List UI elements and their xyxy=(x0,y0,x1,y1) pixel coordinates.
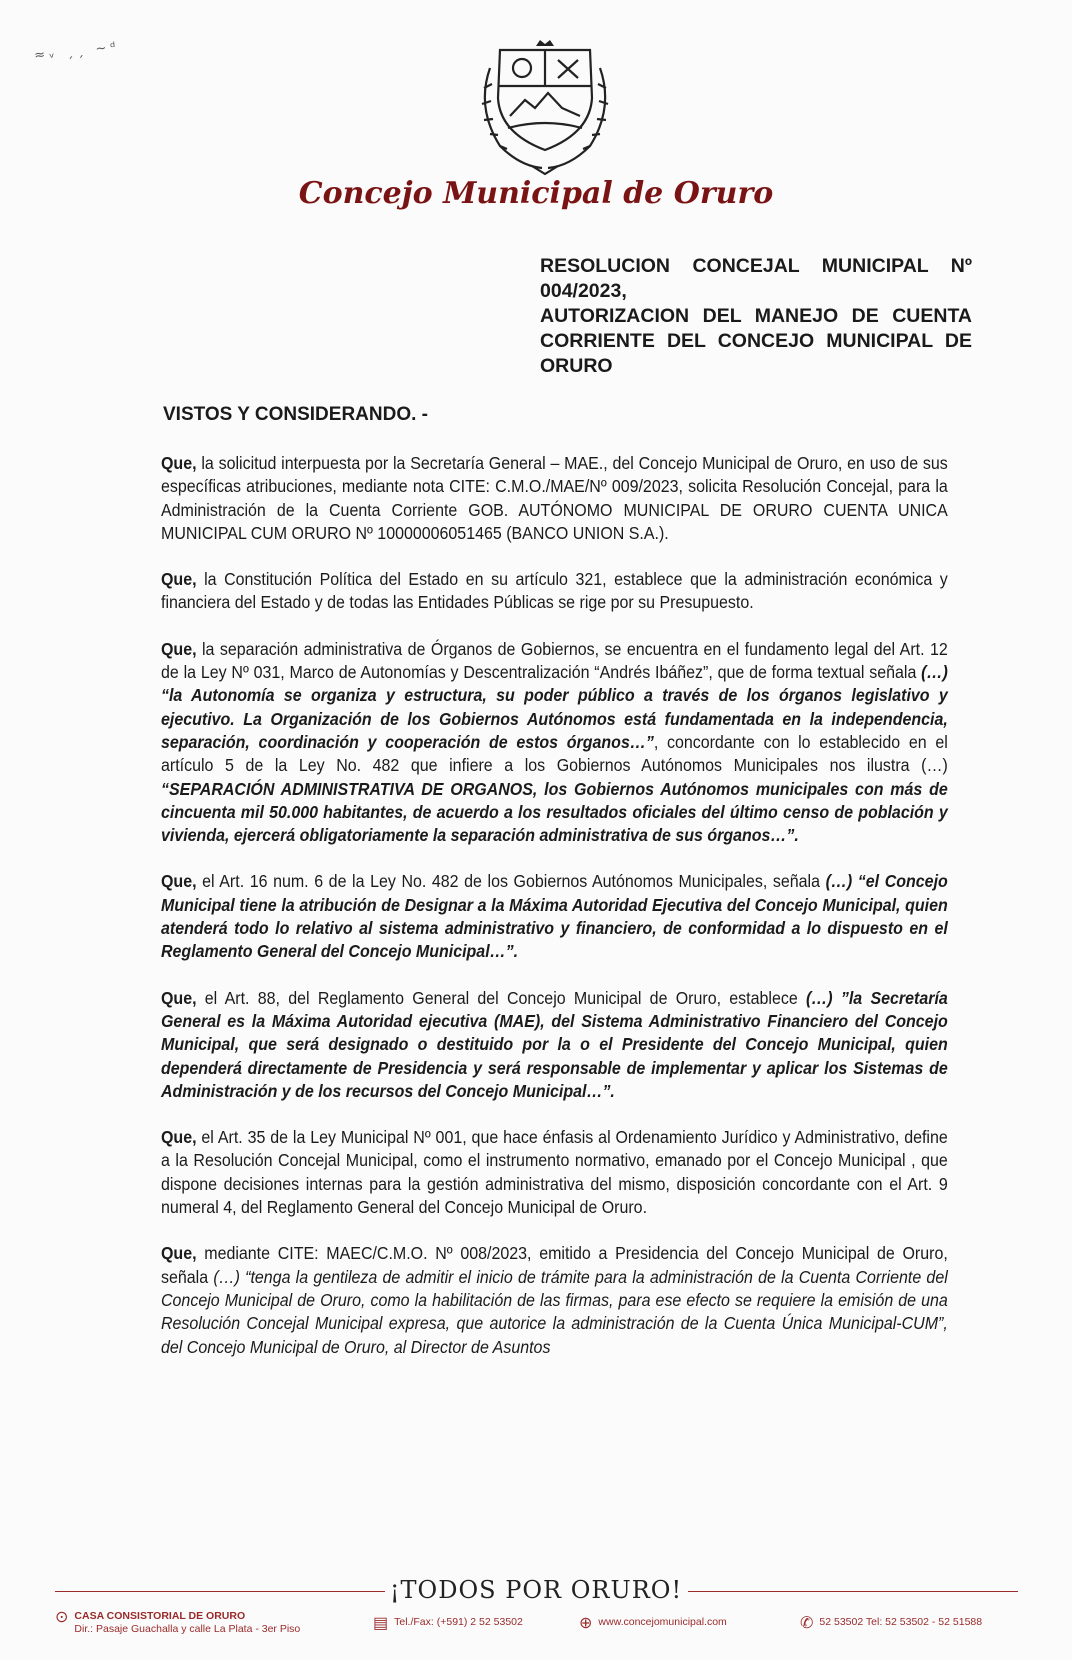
address-detail: Dir.: Pasaje Guachalla y calle La Plata - 3er Piso xyxy=(74,1623,301,1635)
footer-phones xyxy=(800,1616,982,1632)
paragraph-2 xyxy=(161,568,948,615)
paragraph-5 xyxy=(161,987,948,1103)
resolution-title-line: CORRIENTE DEL CONCEJO MUNICIPAL DE xyxy=(540,330,972,352)
website-link[interactable]: www.concejomunicipal.com xyxy=(598,1616,727,1628)
que-label: Que, xyxy=(161,569,197,590)
legal-quote: (…) ”la Secretaría General es la Máxima Autoridad ejecutiva (MAE), del Sistema Administrativo Financiero del Concejo Municipal, que será designado o destituido por la o el Presidente del Concejo Municipal, quien dependerá directamente de Presidencia y será responsable de implementar y aplicar los Sistemas de Administración y de los recursos del Concejo Municipal…”. xyxy=(161,987,948,1101)
paragraph-1 xyxy=(161,452,948,545)
document-body xyxy=(161,452,948,1382)
resolution-title-line: RESOLUCION CONCEJAL MUNICIPAL Nº 004/2023, xyxy=(540,255,972,302)
legal-quote: (…) “la Autonomía se organiza y estructura, su poder público a través de los órganos legislativo y ejecutivo. La Organización de los Gobiernos Autónomos está fundamentada en la independencia, separación, coordinación y cooperación de estos órganos…” xyxy=(161,662,948,752)
phone-icon: ✆ xyxy=(800,1615,814,1632)
paragraph-6 xyxy=(161,1126,948,1219)
resolution-title-line: AUTORIZACION DEL MANEJO DE CUENTA xyxy=(540,305,972,327)
paragraph-7 xyxy=(161,1242,948,1358)
resolution-title-line: ORURO xyxy=(540,355,613,377)
telfax-text: Tel./Fax: (+591) 2 52 53502 xyxy=(394,1616,523,1628)
fax-icon: ▤ xyxy=(373,1615,389,1632)
legal-quote: (…) “el Concejo Municipal tiene la atribución de Designar a la Máxima Autoridad Ejecutiva del Concejo Municipal, quien atenderá todo lo relativo al sistema administrativo y financiero, de conformidad a lo dispuesto en el Reglamento General del Concejo Municipal…”. xyxy=(161,871,948,962)
address-title: CASA CONSISTORIAL DE ORURO xyxy=(74,1610,246,1622)
que-label: Que, xyxy=(161,453,197,473)
footer-motto: ¡TODOS POR ORURO! xyxy=(389,1576,683,1604)
paragraph-text: el Art. 88, del Reglamento General del Concejo Municipal de Oruro, establece xyxy=(196,987,806,1008)
paragraph-text: la solicitud interpuesta por la Secretaría General – MAE., del Concejo Municipal de Oruro, en uso de sus específicas atribuciones, mediante nota CITE: C.M.O./MAE/Nº 009/2023, solicita Resolución Concejal, para la Administración de la Cuenta Corriente GOB. AUTÓNOMO MUNICIPAL DE ORURO CUENTA UNICA MUNICIPAL CUM ORURO Nº 10000006051465 (BANCO UNION S.A.). xyxy=(161,453,948,543)
phones-text: 52 53502 Tel: 52 53502 - 52 51588 xyxy=(819,1616,983,1628)
que-label: Que, xyxy=(161,1243,197,1264)
que-label: Que, xyxy=(161,638,197,659)
paragraph-3 xyxy=(161,638,948,848)
que-label: Que, xyxy=(161,1127,197,1148)
legal-quote: “SEPARACIÓN ADMINISTRATIVA DE ORGANOS, los Gobiernos Autónomos municipales con más de cincuenta mil 50.000 habitantes, de acuerdo a los resultados oficiales del último censo de población y vivienda, ejercerá obligatoriamente la separación administrativa de sus órganos…”. xyxy=(161,778,948,846)
resolution-title xyxy=(540,254,972,379)
paragraph-text: el Art. 16 num. 6 de la Ley No. 482 de los Gobiernos Autónomos Municipales, señala xyxy=(196,871,826,892)
legal-quote: (…) “tenga la gentileza de admitir el inicio de trámite para la administración de la Cuenta Corriente del Concejo Municipal de Oruro, como la habilitación de las firmas, para ese efecto se requiere la emisión de una Resolución Concejal Municipal expresa, que autorice la administración de la Cuenta Única Municipal-CUM”, del Concejo Municipal de Oruro, al Director de Asuntos xyxy=(161,1266,948,1357)
paragraph-text: mediante CITE: MAEC/C.M.O. Nº 008/2023, emitido a Presidencia del Concejo Municipal de Oruro, señala xyxy=(161,1243,948,1287)
footer xyxy=(55,1610,1035,1650)
paragraph-text: , concordante con lo establecido en el artículo 5 de la Ley No. 482 que infiere a los Gobiernos Autónomos Municipales nos ilustra (…) xyxy=(161,731,948,776)
que-label: Que, xyxy=(161,871,197,892)
paragraph-4 xyxy=(161,870,948,963)
que-label: Que, xyxy=(161,987,197,1008)
scan-mark: ≈ᵥ ˏˏ ~ᵈ xyxy=(33,39,121,64)
globe-icon: ⊕ xyxy=(579,1615,593,1632)
section-heading: VISTOS Y CONSIDERANDO. - xyxy=(163,404,428,425)
footer-website xyxy=(579,1616,727,1632)
coat-of-arms-icon xyxy=(470,38,620,178)
location-pin-icon: ⊙ xyxy=(55,1609,69,1626)
footer-telfax xyxy=(373,1616,523,1632)
footer-address xyxy=(55,1610,300,1636)
paragraph-text: la Constitución Política del Estado en su artículo 321, establece que la administración económica y financiera del Estado y de todas las Entidades Públicas se rige por su Presupuesto. xyxy=(161,569,948,613)
organization-name: Concejo Municipal de Oruro xyxy=(298,176,774,211)
paragraph-text: la separación administrativa de Órganos de Gobiernos, se encuentra en el fundamento legal del Art. 12 de la Ley Nº 031, Marco de Autonomías y Descentralización “Andrés Ibáñez”, que de forma textual señala xyxy=(161,638,948,683)
paragraph-text: el Art. 35 de la Ley Municipal Nº 001, que hace énfasis al Ordenamiento Jurídico y Administrativo, define a la Resolución Concejal Municipal, como el instrumento normativo, emanado por el Concejo Municipal , que dispone decisiones internas para la gestión administrativa del mismo, disposición concordante con el Art. 9 numeral 4, del Reglamento General del Concejo Municipal de Oruro. xyxy=(161,1127,948,1218)
